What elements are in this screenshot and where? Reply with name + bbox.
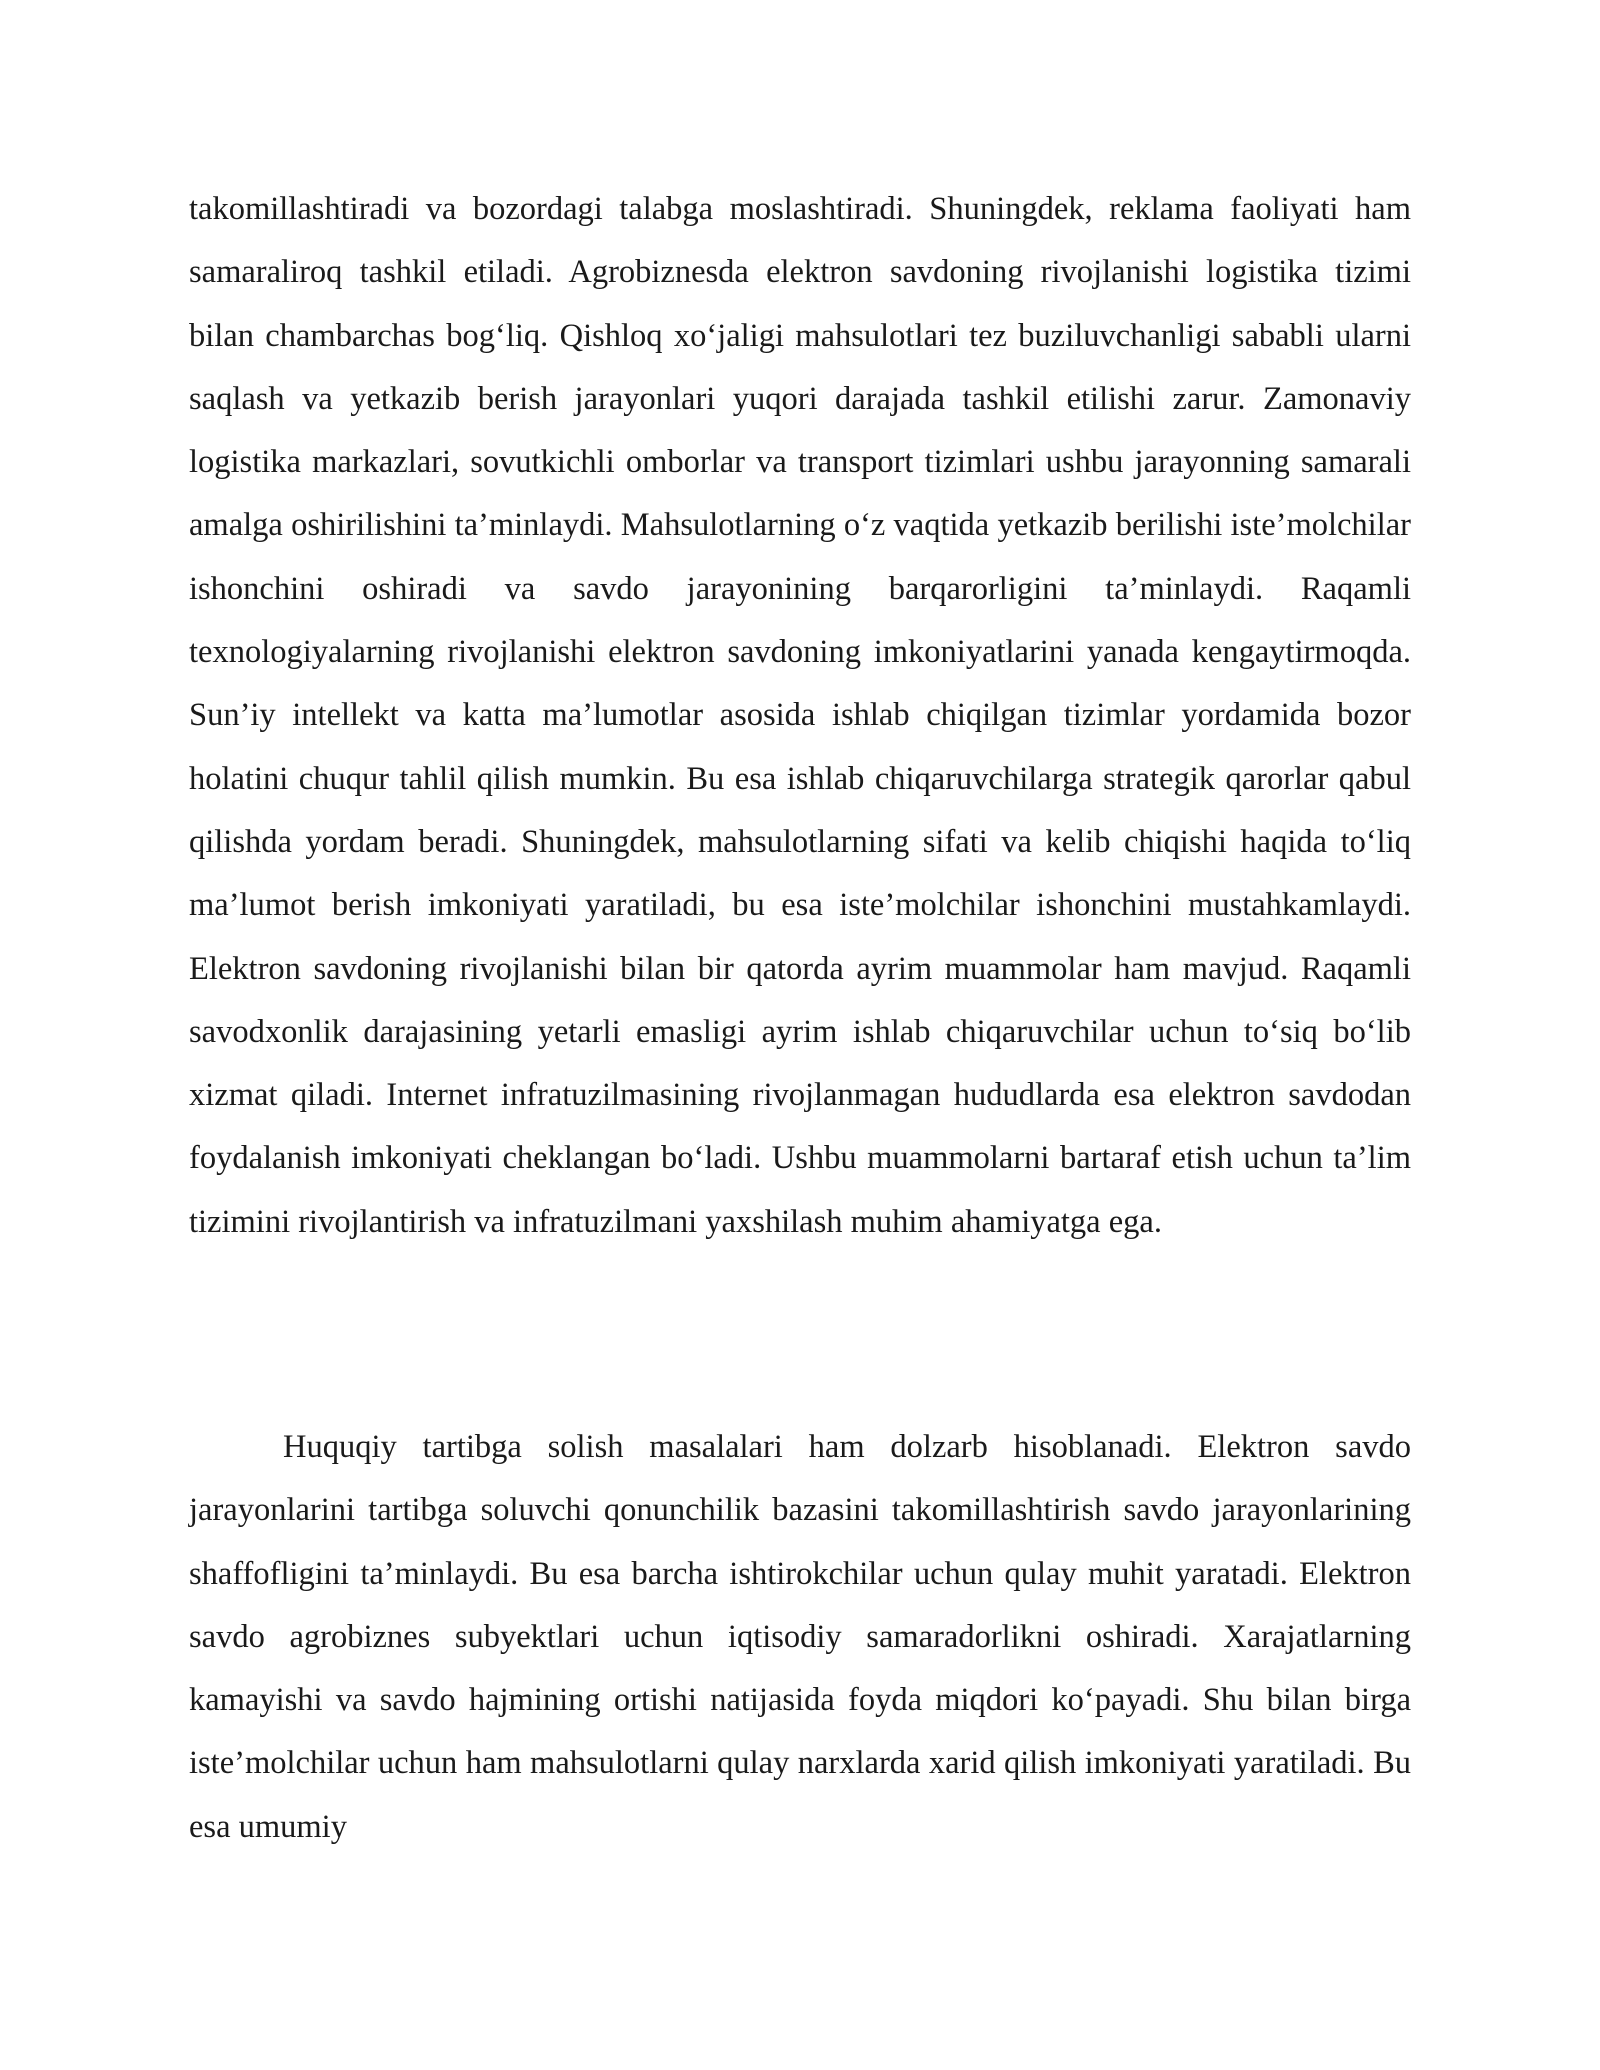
body-paragraph-2: Huquqiy tartibga solish masalalari ham dolzarb hisoblanadi. Elektron savdo jarayonlarini tartibga soluvchi qonunchilik bazasini takomillashtirish savdo jarayonlarining shaffofligini ta’minlaydi. Bu esa barcha ishtirokchilar uchun qulay muhit yaratadi. Elektron savdo agrobiznes subyektlari uchun iqtisodiy samaradorlikni oshiradi. Xarajatlarning kamayishi va savdo hajmining ortishi natijasida foyda miqdori ko‘payadi. Shu bilan birga iste’molchilar uchun ham mahsulotlarni qulay narxlarda xarid qilish imkoniyati yaratiladi. Bu esa umumiy <box>189 1429 1411 1845</box>
body-paragraph-1: takomillashtiradi va bozordagi talabga moslashtiradi. Shuningdek, reklama faoliyati ham samaraliroq tashkil etiladi. Agrobiznesda elektron savdoning rivojlanishi logistika tizimi bilan chambarchas bog‘liq. Qishloq xo‘jaligi mahsulotlari tez buziluvchanligi sababli ularni saqlash va yetkazib berish jarayonlari yuqori darajada tashkil etilishi zarur. Zamonaviy logistika markazlari, sovutkichli omborlar va transport tizimlari ushbu jarayonning samarali amalga oshirilishini ta’minlaydi. Mahsulotlarning o‘z vaqtida yetkazib berilishi iste’molchilar ishonchini oshiradi va savdo jarayonining barqarorligini ta’minlaydi. Raqamli texnologiyalarning rivojlanishi elektron savdoning imkoniyatlarini yanada kengaytirmoqda. Sun’iy intellekt va katta ma’lumotlar asosida ishlab chiqilgan tizimlar yordamida bozor holatini chuqur tahlil qilish mumkin. Bu esa ishlab chiqaruvchilarga strategik qarorlar qabul qilishda yordam beradi. Shuningdek, mahsulotlarning sifati va kelib chiqishi haqida to‘liq ma’lumot berish imkoniyati yaratiladi, bu esa iste’molchilar ishonchini mustahkamlaydi. Elektron savdoning rivojlanishi bilan bir qatorda ayrim muammolar ham mavjud. Raqamli savodxonlik darajasining yetarli emasligi ayrim ishlab chiqaruvchilar uchun to‘siq bo‘lib xizmat qiladi. Internet infratuzilmasining rivojlanmagan hududlarda esa elektron savdodan foydalanish imkoniyati cheklangan bo‘ladi. Ushbu muammolarni bartaraf etish uchun ta’lim tizimini rivojlantirish va infratuzilmani yaxshilash muhim ahamiyatga ega. <box>189 191 1411 1240</box>
